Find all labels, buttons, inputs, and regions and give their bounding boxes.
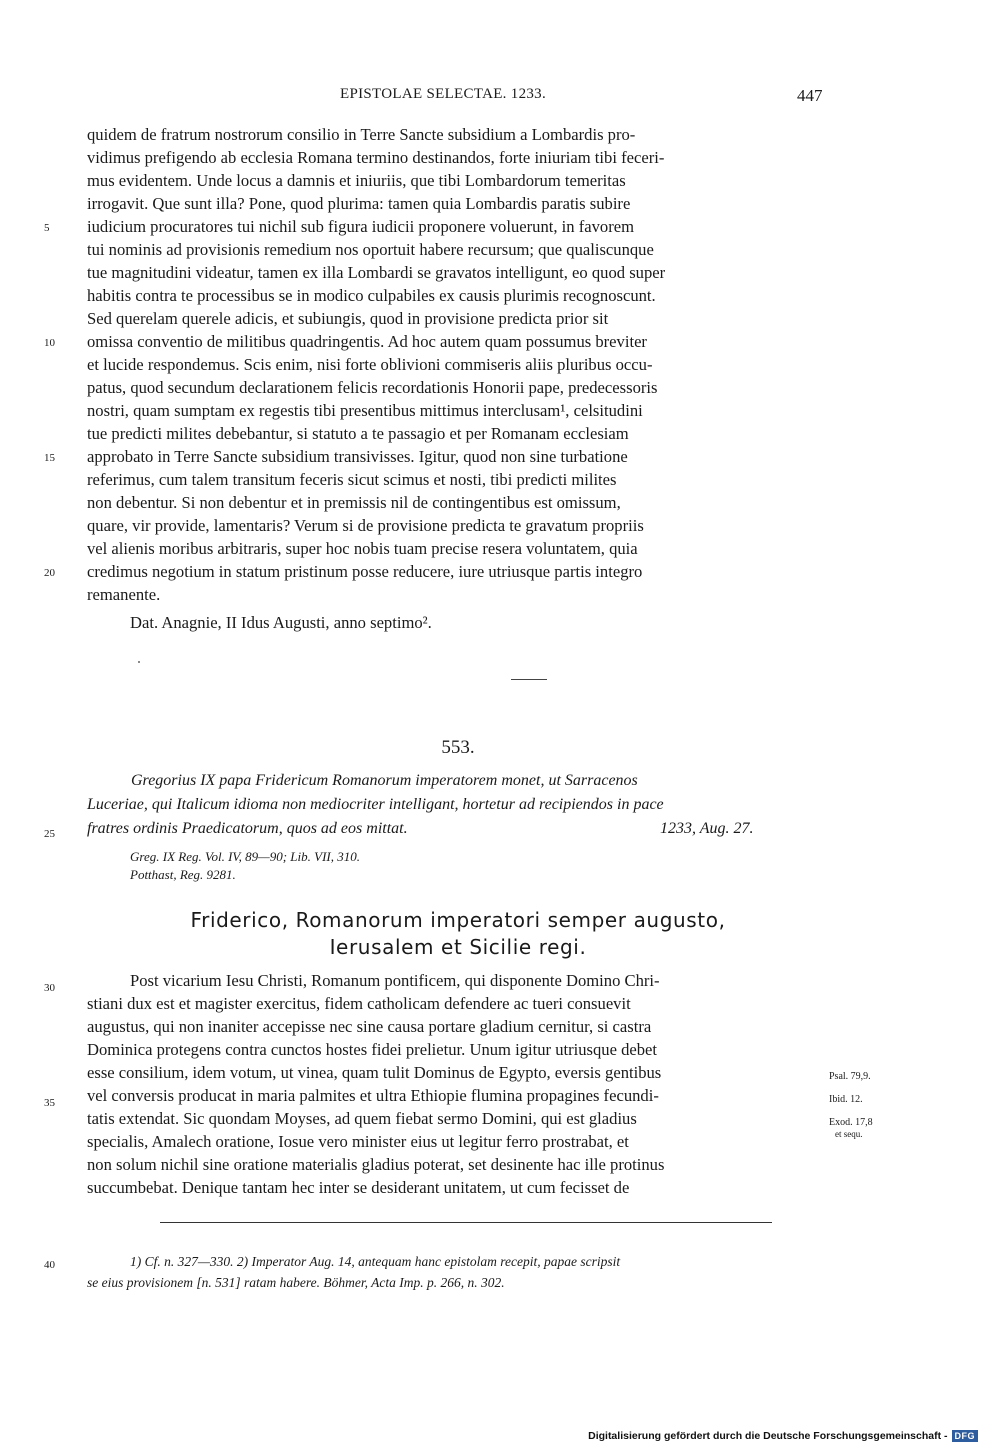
text-line: tui nominis ad provisionis remedium nos oportuit habere recursum; que qualiscunque [87,240,654,259]
summary-line: Gregorius IX papa Fridericum Romanorum imperatorem monet, ut Sarracenos [131,772,638,789]
section-separator [511,679,547,680]
margin-reference: Ibid. 12. [829,1094,863,1105]
source-line: Potthast, Reg. 9281. [130,867,236,882]
margin-reference: Exod. 17,8 [829,1117,873,1128]
footnote-rule [160,1222,772,1223]
salutation-line: Ierusalem et Sicilie regi. [329,935,587,959]
text-line: credimus negotium in statum pristinum posse reducere, iure utriusque partis integro [87,562,643,581]
footnote-line: 1) Cf. n. 327—330. 2) Imperator Aug. 14, antequam hanc epistolam recepit, papae scripsit [130,1254,621,1269]
text-line: irrogavit. Que sunt illa? Pone, quod plurima: tamen quia Lombardis paratis subire [87,194,631,213]
text-line: approbato in Terre Sancte subsidium transivisses. Igitur, quod non sine turbatione [87,447,628,466]
salutation-line: Friderico, Romanorum imperatori semper augusto, [190,908,726,932]
text-line: mus evidentem. Unde locus a damnis et iniuriis, que tibi Lombardorum temeritas [87,171,626,190]
text-line: vel alienis moribus arbitraris, super hoc nobis tuam precise resera voluntatem, quia [87,539,638,558]
digitization-credit [588,1429,978,1443]
text-line: remanente. [87,585,161,604]
text-line: quidem de fratrum nostrorum consilio in Terre Sancte subsidium a Lombardis pro- [87,125,636,144]
text-line: iudicium procuratores tui nichil sub figura iudicii proponere voluerunt, in favorem [87,217,634,236]
document-date: 1233, Aug. 27. [660,820,754,837]
source-line: Greg. IX Reg. Vol. IV, 89—90; Lib. VII, 310. [130,849,361,864]
text-line: stiani dux est et magister exercitus, fidem catholicam defendere ac tueri consuevit [87,994,631,1013]
credit-text: Digitalisierung gefördert durch die Deutsche Forschungsgemeinschaft - [588,1430,948,1442]
line-number: 20 [44,567,55,579]
text-line: succumbebat. Denique tantam hec inter se desiderant unitatem, ut cum fecisset de [87,1178,630,1197]
margin-reference: et sequ. [835,1129,863,1139]
text-line: quare, vir provide, lamentaris? Verum si de provisione predicta te gravatum propriis [87,516,644,535]
print-speck [138,661,140,663]
dating-line: Dat. Anagnie, II Idus Augusti, anno septimo². [130,613,432,632]
text-line: habitis contra te processibus se in modico culpabiles ex causis plurimis recognoscunt. [87,286,656,305]
text-line: augustus, qui non inaniter accepisse nec sine causa portare gladium cernitur, si castra [87,1017,652,1036]
footnote-line: se eius provisionem [n. 531] ratam habere. Böhmer, Acta Imp. p. 266, n. 302. [87,1275,505,1290]
text-line: esse consilium, idem votum, ut vinea, quam tulit Dominus de Egypto, eversis gentibus [87,1063,662,1082]
line-number: 5 [44,222,50,234]
text-line: specialis, Amalech oratione, Iosue vero minister eius ut legitur ferro prostrabat, et [87,1132,629,1151]
text-line: nostri, quam sumptam ex regestis tibi presentibus mittimus interclusam¹, celsitudini [87,401,643,420]
summary-line: fratres ordinis Praedicatorum, quos ad eos mittat. [87,820,408,837]
text-line: Sed querelam querele adicis, et subiungis, quod in provisione predicta prior sit [87,309,609,328]
document-number: 553. [441,737,475,758]
text-line: Post vicarium Iesu Christi, Romanum pontificem, qui disponente Domino Chri- [130,971,660,990]
text-line: tue predicti milites debebantur, si statuto a te passagio et per Romanam ecclesiam [87,424,629,443]
dfg-logo: DFG [952,1430,979,1442]
margin-reference: Psal. 79,9. [829,1071,871,1082]
page-number: 447 [797,86,823,105]
text-line: et lucide respondemus. Scis enim, nisi forte oblivioni commiseris aliis pluribus occu- [87,355,653,374]
line-number: 40 [44,1259,55,1271]
line-number: 30 [44,982,55,994]
running-head: EPISTOLAE SELECTAE. 1233. [340,86,547,102]
text-line: patus, quod secundum declarationem felicis recordationis Honorii pape, predecessoris [87,378,658,397]
text-line: vel conversis producat in maria palmites et ultra Ethiopie flumina propagines fecundi- [87,1086,659,1105]
line-number: 10 [44,337,55,349]
text-line: referimus, cum talem transitum feceris sicut scimus et nosti, tibi predicti milites [87,470,617,489]
text-line: vidimus prefigendo ab ecclesia Romana termino destinandos, forte iniuriam tibi feceri- [87,148,665,167]
text-line: non solum nichil sine oratione materialis gladius poterat, set desinente hac ille protinus [87,1155,665,1174]
text-line: omissa conventio de militibus quadringentis. Ad hoc autem quam possumus breviter [87,332,647,351]
page-header [0,86,1000,110]
line-number: 35 [44,1097,55,1109]
line-number: 15 [44,452,55,464]
text-line: non debentur. Si non debentur et in premissis nil de contingentibus est omissum, [87,493,621,512]
text-line: tatis extendat. Sic quondam Moyses, ad quem fiebat sermo Domini, qui est gladius [87,1109,637,1128]
text-line: Dominica protegens contra cunctos hostes fidei prelietur. Unum igitur utriusque debet [87,1040,658,1059]
summary-line: Luceriae, qui Italicum idioma non mediocriter intelligant, hortetur ad recipiendos in pace [87,796,664,813]
text-line: tue magnitudini videatur, tamen ex illa Lombardi se gravatos intelligunt, eo quod super [87,263,666,282]
line-number: 25 [44,828,55,840]
